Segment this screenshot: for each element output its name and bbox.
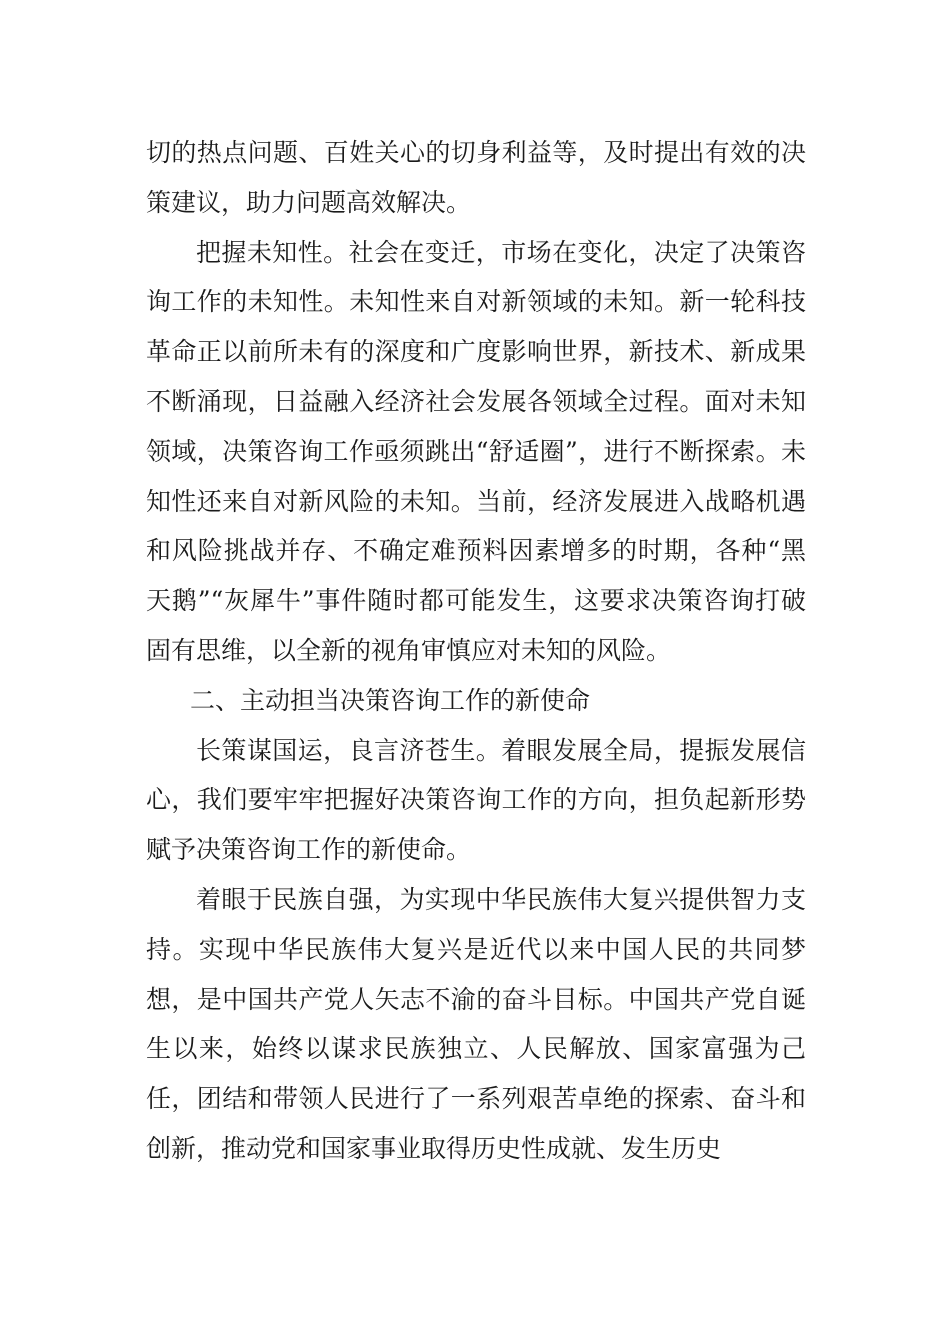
section-heading-2: 二、主动担当决策咨询工作的新使命: [190, 685, 591, 715]
document-body: [146, 128, 806, 1174]
paragraph-long-strategy: 长策谋国运，良言济苍生。着眼发展全局，提振发展信心，我们要牢牢把握好决策咨询工作的方向，担负起新形势赋予决策咨询工作的新使命。: [146, 735, 806, 865]
paragraph-national-rejuvenation: 着眼于民族自强，为实现中华民族伟大复兴提供智力支持。实现中华民族伟大复兴是近代以来中国人民的共同梦想，是中国共产党人矢志不渝的奋斗目标。中国共产党自诞生以来，始终以谋求民族独立、人民解放、国家富强为己任，团结和带领人民进行了一系列艰苦卓绝的探索、奋斗和创新，推动党和国家事业取得历史性成就、发生历史: [146, 884, 806, 1163]
paragraph-grasp-unknown: 把握未知性。社会在变迁，市场在变化，决定了决策咨询工作的未知性。未知性来自对新领域的未知。新一轮科技革命正以前所未有的深度和广度影响世界，新技术、新成果不断涌现，日益融入经济社会发展各领域全过程。面对未知领域，决策咨询工作亟须跳出“舒适圈”，进行不断探索。未知性还来自对新风险的未知。当前，经济发展进入战略机遇和风险挑战并存、不确定难预料因素增多的时期，各种“黑天鹅”“灰犀牛”事件随时都可能发生，这要求决策咨询打破固有思维，以全新的视角审慎应对未知的风险。: [146, 237, 806, 665]
paragraph-continuation: 切的热点问题、百姓关心的切身利益等，及时提出有效的决策建议，助力问题高效解决。: [146, 138, 806, 217]
